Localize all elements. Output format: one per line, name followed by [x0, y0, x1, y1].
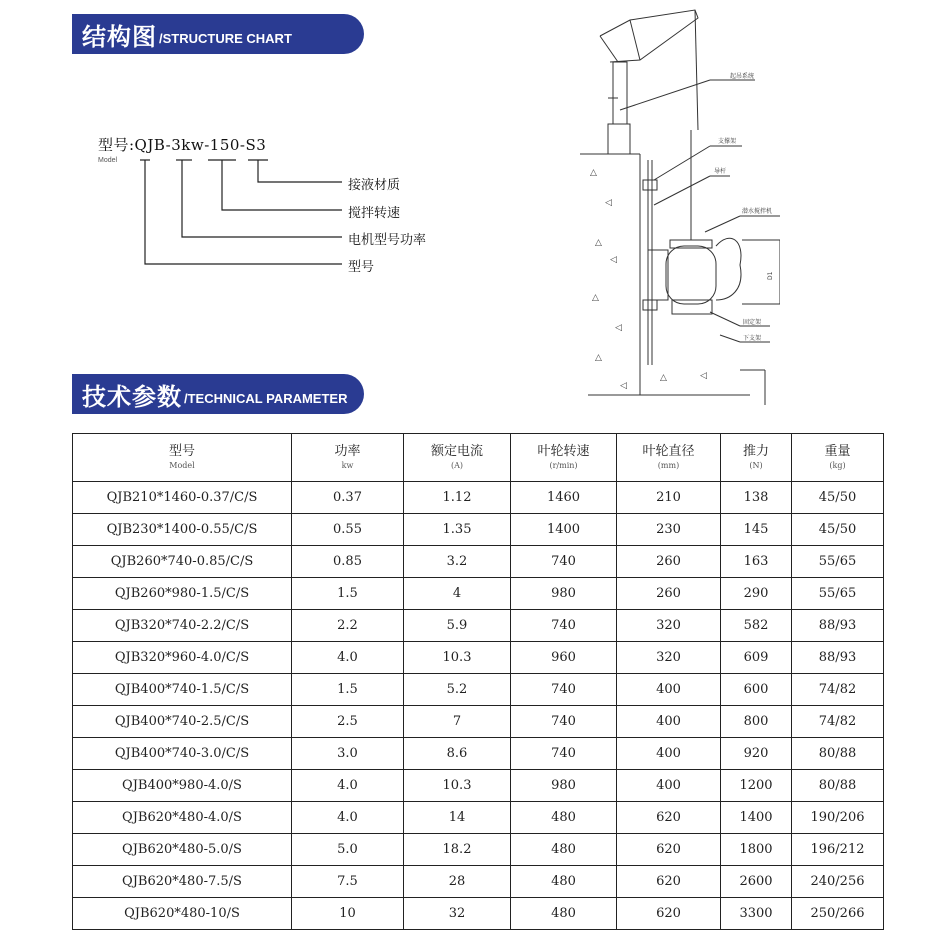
diagram-label-d1: D1: [767, 271, 774, 280]
header-unit: (kg): [829, 460, 846, 470]
cell-thrust: 609: [721, 642, 792, 674]
cell-power: 0.85: [292, 546, 404, 578]
legend-speed: 搅拌转速: [348, 206, 401, 221]
cell-weight: 80/88: [792, 738, 884, 770]
table-row: [73, 802, 884, 834]
cell-thrust: 1200: [721, 770, 792, 802]
table-body: [73, 482, 884, 930]
header-unit: kw: [341, 460, 354, 470]
cell-impeller-speed: 1460: [511, 482, 617, 514]
cell-impeller-speed: 1400: [511, 514, 617, 546]
svg-text:◁: ◁: [605, 198, 612, 208]
cell-rated-current: 14: [404, 802, 511, 834]
cell-weight: 88/93: [792, 610, 884, 642]
table-row: [73, 866, 884, 898]
cell-power: 4.0: [292, 802, 404, 834]
model-code: 型号:QJB-3kw-150-S3: [98, 136, 267, 154]
diagram-label-lifting: 起吊系统: [730, 73, 755, 80]
cell-model: QJB230*1400-0.55/C/S: [73, 514, 292, 546]
header-label: 推力: [742, 443, 769, 459]
cell-impeller-diameter: 260: [617, 578, 721, 610]
cell-impeller-diameter: 400: [617, 738, 721, 770]
cell-power: 5.0: [292, 834, 404, 866]
header-rated-current: [404, 434, 511, 482]
legend-material: 接液材质: [348, 178, 401, 193]
cell-thrust: 600: [721, 674, 792, 706]
header-label: 叶轮转速: [537, 443, 590, 459]
cell-model: QJB320*740-2.2/C/S: [73, 610, 292, 642]
cell-rated-current: 3.2: [404, 546, 511, 578]
svg-text:△: △: [660, 373, 667, 383]
svg-text:△: △: [592, 293, 599, 303]
svg-text:△: △: [595, 353, 602, 363]
cell-rated-current: 7: [404, 706, 511, 738]
cell-impeller-speed: 480: [511, 866, 617, 898]
cell-weight: 55/65: [792, 578, 884, 610]
cell-impeller-diameter: 620: [617, 834, 721, 866]
header-label: 重量: [824, 443, 851, 459]
cell-weight: 45/50: [792, 514, 884, 546]
technical-title-en: /TECHNICAL PARAMETER: [184, 390, 348, 406]
cell-power: 0.37: [292, 482, 404, 514]
header-label: 功率: [334, 443, 361, 459]
table-row: [73, 514, 884, 546]
cell-rated-current: 1.12: [404, 482, 511, 514]
cell-weight: 250/266: [792, 898, 884, 930]
cell-model: QJB620*480-7.5/S: [73, 866, 292, 898]
cell-impeller-diameter: 230: [617, 514, 721, 546]
cell-power: 10: [292, 898, 404, 930]
cell-rated-current: 32: [404, 898, 511, 930]
cell-impeller-diameter: 400: [617, 770, 721, 802]
cell-thrust: 920: [721, 738, 792, 770]
cell-power: 3.0: [292, 738, 404, 770]
cell-impeller-speed: 480: [511, 802, 617, 834]
diagram-label-fixed-frame: 固定架: [743, 319, 762, 326]
table-row: [73, 482, 884, 514]
cell-impeller-diameter: 620: [617, 802, 721, 834]
cell-weight: 80/88: [792, 770, 884, 802]
cell-weight: 55/65: [792, 546, 884, 578]
header-thrust: [721, 434, 792, 482]
svg-text:△: △: [590, 168, 597, 178]
cell-power: 1.5: [292, 674, 404, 706]
cell-model: QJB210*1460-0.37/C/S: [73, 482, 292, 514]
cell-impeller-speed: 960: [511, 642, 617, 674]
header-label: 型号: [168, 443, 195, 459]
cell-power: 2.2: [292, 610, 404, 642]
model-code-leader-lines: [0, 0, 400, 280]
cell-weight: 190/206: [792, 802, 884, 834]
cell-weight: 88/93: [792, 642, 884, 674]
cell-rated-current: 10.3: [404, 642, 511, 674]
cell-weight: 240/256: [792, 866, 884, 898]
diagram-label-mixer: 潜水搅拌机: [742, 208, 773, 215]
cell-weight: 74/82: [792, 674, 884, 706]
table-row: [73, 706, 884, 738]
svg-text:◁: ◁: [615, 323, 622, 333]
table-row: [73, 738, 884, 770]
cell-impeller-diameter: 620: [617, 866, 721, 898]
header-impeller-diameter: [617, 434, 721, 482]
cell-rated-current: 1.35: [404, 514, 511, 546]
cell-model: QJB400*740-2.5/C/S: [73, 706, 292, 738]
cell-model: QJB620*480-10/S: [73, 898, 292, 930]
cell-impeller-diameter: 260: [617, 546, 721, 578]
svg-text:◁: ◁: [700, 371, 707, 381]
cell-thrust: 3300: [721, 898, 792, 930]
diagram-label-lower-bracket: 下支架: [743, 335, 762, 342]
cell-thrust: 1400: [721, 802, 792, 834]
cell-rated-current: 10.3: [404, 770, 511, 802]
cell-weight: 196/212: [792, 834, 884, 866]
header-model: [73, 434, 292, 482]
cell-thrust: 138: [721, 482, 792, 514]
legend-model: 型号: [348, 260, 375, 275]
cell-impeller-diameter: 320: [617, 610, 721, 642]
table-row: [73, 610, 884, 642]
svg-text:◁: ◁: [610, 255, 617, 265]
cell-model: QJB260*740-0.85/C/S: [73, 546, 292, 578]
cell-power: 4.0: [292, 642, 404, 674]
model-code-caption: Model: [98, 157, 118, 164]
header-power: [292, 434, 404, 482]
cell-thrust: 800: [721, 706, 792, 738]
technical-parameter-table: [72, 433, 884, 930]
header-impeller-speed: [511, 434, 617, 482]
cell-rated-current: 5.2: [404, 674, 511, 706]
cell-model: QJB400*740-1.5/C/S: [73, 674, 292, 706]
svg-text:△: △: [595, 238, 602, 248]
cell-rated-current: 18.2: [404, 834, 511, 866]
table-row: [73, 834, 884, 866]
legend-motor-power: 电机型号功率: [348, 233, 427, 248]
cell-impeller-diameter: 320: [617, 642, 721, 674]
cell-rated-current: 5.9: [404, 610, 511, 642]
cell-thrust: 145: [721, 514, 792, 546]
cell-model: QJB260*980-1.5/C/S: [73, 578, 292, 610]
cell-weight: 45/50: [792, 482, 884, 514]
header-weight: [792, 434, 884, 482]
structure-title-cn: 结构图: [82, 22, 157, 51]
diagram-label-support: 支撑架: [718, 138, 737, 145]
cell-impeller-speed: 480: [511, 898, 617, 930]
table-row: [73, 578, 884, 610]
technical-parameter-banner: [72, 374, 364, 414]
table-row: [73, 642, 884, 674]
table-row: [73, 674, 884, 706]
cell-thrust: 290: [721, 578, 792, 610]
cell-impeller-diameter: 210: [617, 482, 721, 514]
table-row: [73, 546, 884, 578]
table-row: [73, 898, 884, 930]
cell-impeller-speed: 740: [511, 546, 617, 578]
cell-impeller-speed: 480: [511, 834, 617, 866]
cell-thrust: 163: [721, 546, 792, 578]
cell-model: QJB400*980-4.0/S: [73, 770, 292, 802]
cell-thrust: 582: [721, 610, 792, 642]
cell-model: QJB620*480-4.0/S: [73, 802, 292, 834]
header-unit: (N): [749, 460, 763, 470]
header-unit: (r/min): [549, 460, 578, 470]
diagram-label-guide-rod: 导杆: [714, 168, 727, 175]
cell-power: 1.5: [292, 578, 404, 610]
cell-weight: 74/82: [792, 706, 884, 738]
cell-impeller-diameter: 400: [617, 674, 721, 706]
cell-rated-current: 8.6: [404, 738, 511, 770]
cell-model: QJB400*740-3.0/C/S: [73, 738, 292, 770]
cell-power: 4.0: [292, 770, 404, 802]
mixer-structure-diagram: [580, 0, 780, 410]
cell-power: 0.55: [292, 514, 404, 546]
cell-impeller-diameter: 400: [617, 706, 721, 738]
cell-impeller-speed: 740: [511, 706, 617, 738]
header-unit: Model: [169, 460, 195, 470]
cell-impeller-speed: 740: [511, 674, 617, 706]
cell-impeller-speed: 740: [511, 738, 617, 770]
header-label: 额定电流: [430, 443, 483, 459]
cell-model: QJB620*480-5.0/S: [73, 834, 292, 866]
cell-impeller-speed: 980: [511, 578, 617, 610]
header-label: 叶轮直径: [642, 443, 695, 459]
structure-title-en: /STRUCTURE CHART: [159, 30, 292, 46]
cell-model: QJB320*960-4.0/C/S: [73, 642, 292, 674]
cell-impeller-diameter: 620: [617, 898, 721, 930]
cell-impeller-speed: 980: [511, 770, 617, 802]
cell-impeller-speed: 740: [511, 610, 617, 642]
cell-power: 7.5: [292, 866, 404, 898]
table-header-row: [73, 434, 884, 482]
header-unit: (mm): [657, 460, 680, 470]
technical-title-cn: 技术参数: [82, 382, 182, 411]
table-row: [73, 770, 884, 802]
header-unit: (A): [450, 460, 464, 470]
cell-thrust: 1800: [721, 834, 792, 866]
cell-rated-current: 4: [404, 578, 511, 610]
cell-power: 2.5: [292, 706, 404, 738]
cell-thrust: 2600: [721, 866, 792, 898]
cell-rated-current: 28: [404, 866, 511, 898]
svg-text:◁: ◁: [620, 381, 627, 391]
